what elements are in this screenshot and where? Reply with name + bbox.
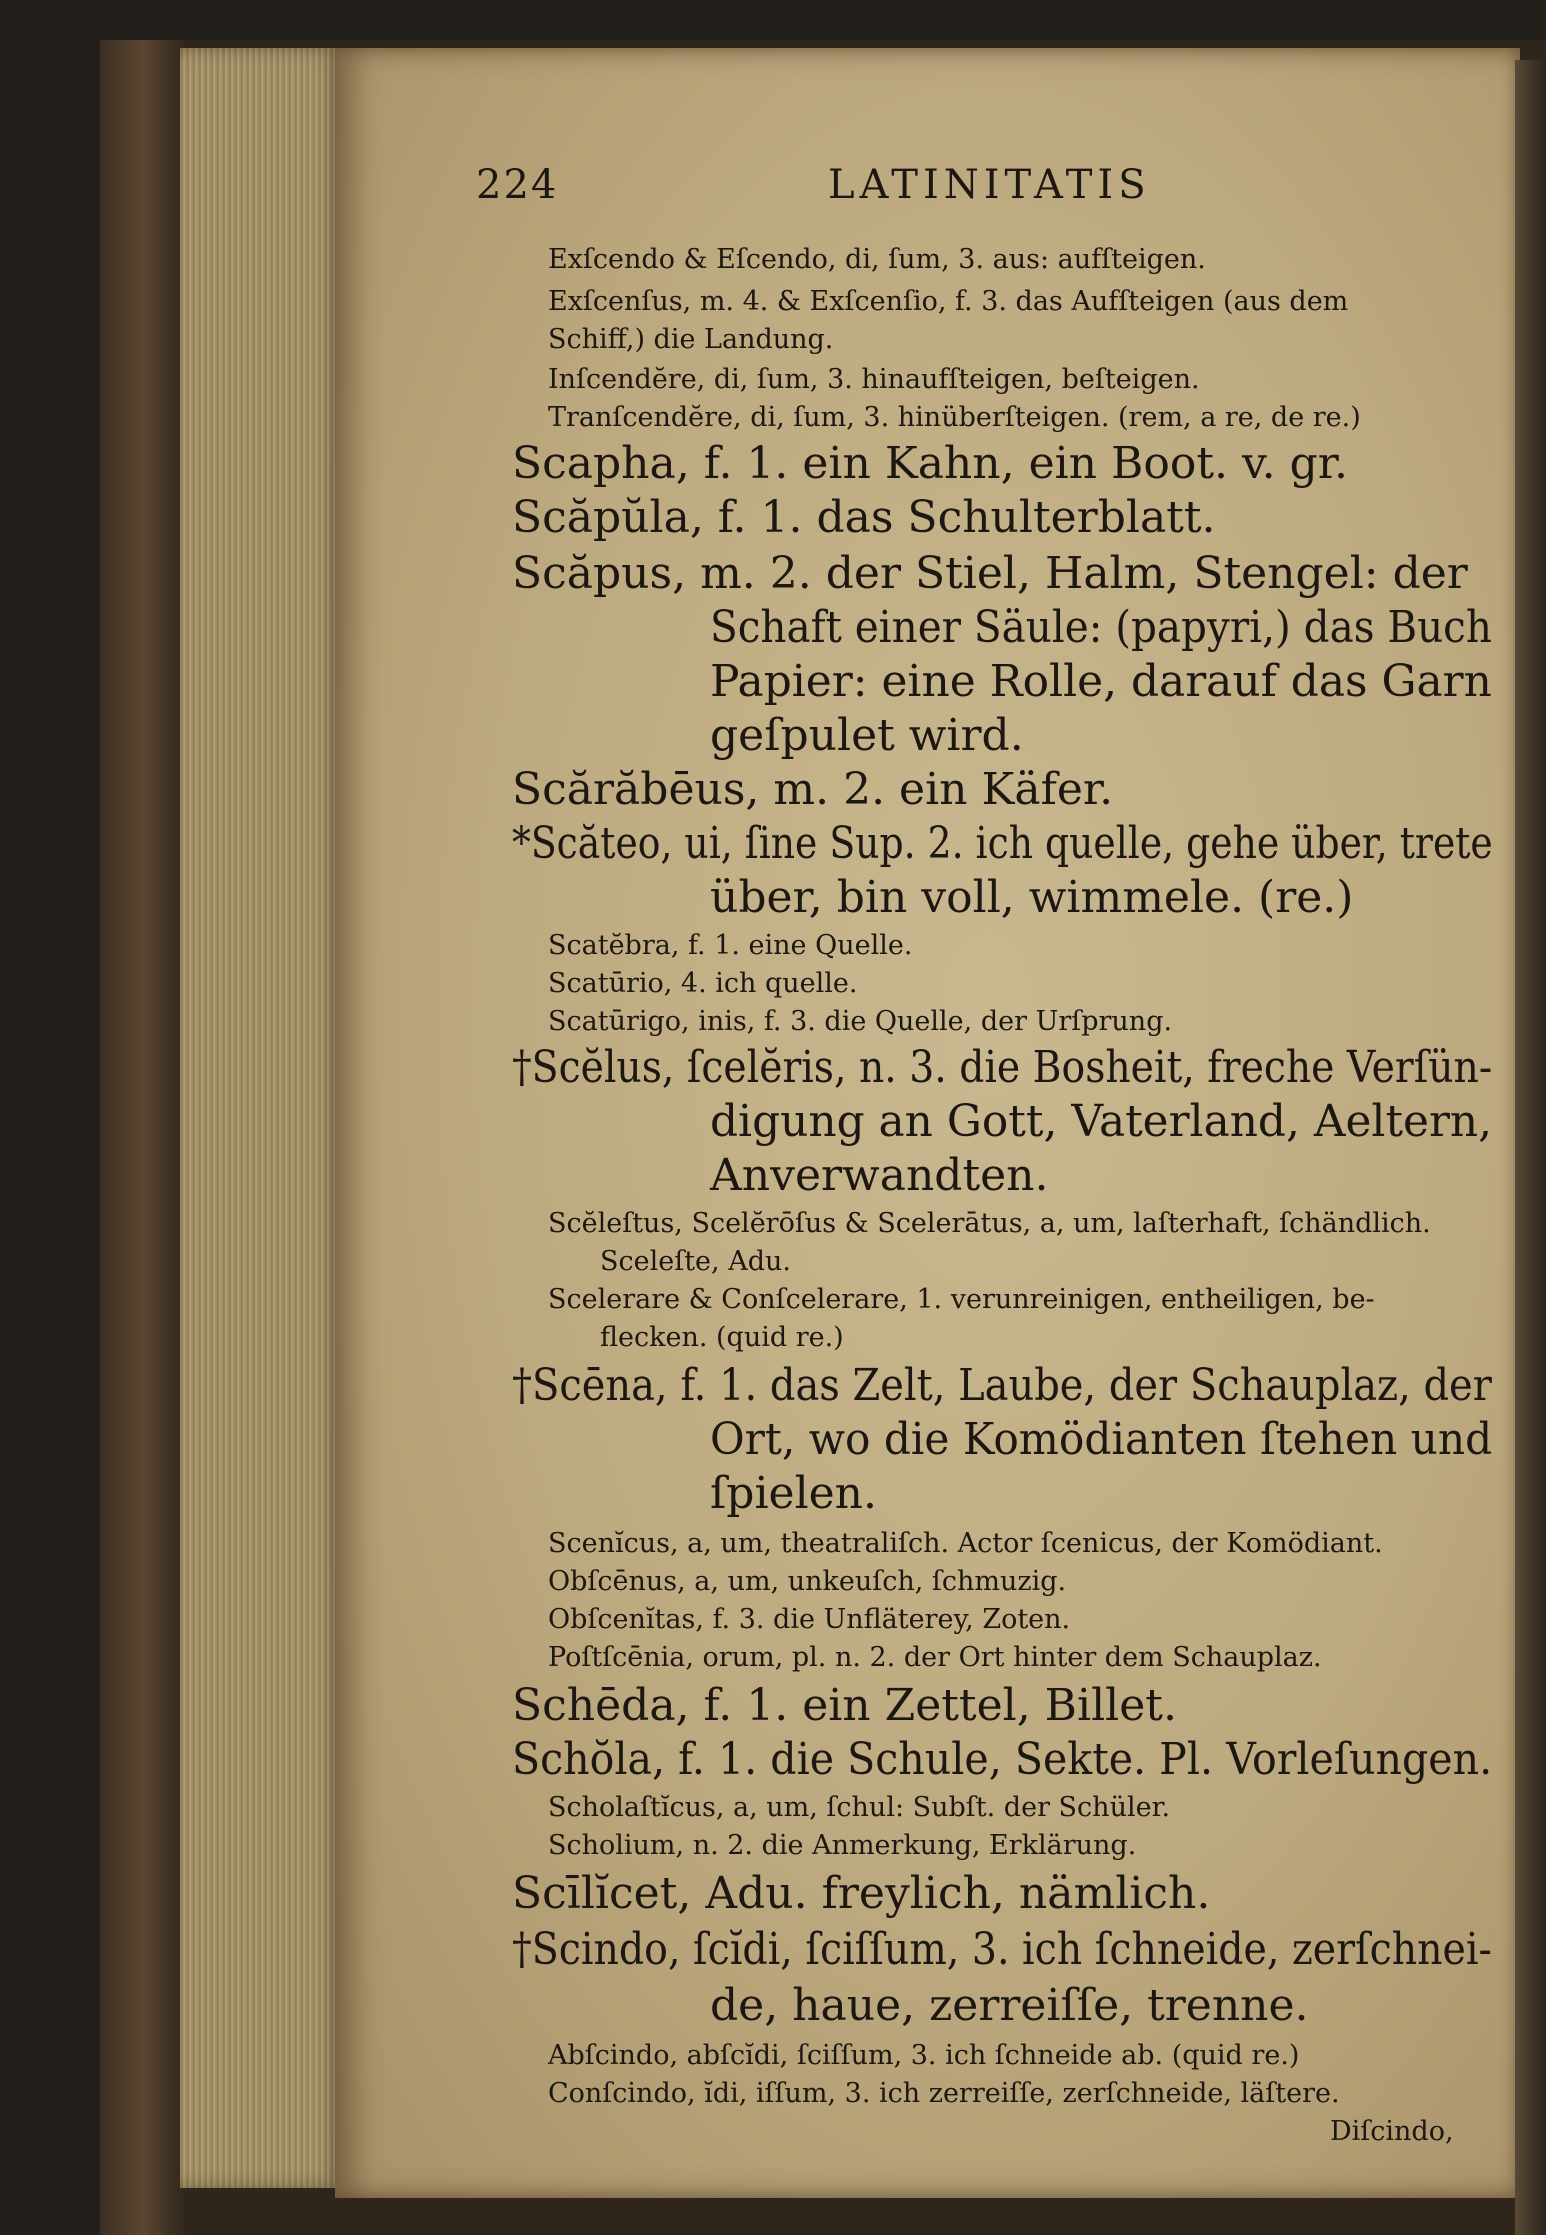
page-number: 224 [476,162,559,208]
entry-line: Scatūrio, 4. ich quelle. [548,968,858,999]
headword-line: †Scĕlus, ſcelĕris, n. 3. die Bosheit, freche Verſün- [512,1042,1493,1093]
headword-line: †Scēna, f. 1. das Zelt, Laube, der Schauplaz, der [512,1360,1492,1411]
entry-line: Poſtſcēnia, orum, pl. n. 2. der Ort hinter dem Schauplaz. [548,1642,1322,1673]
headword-line: Schēda, f. 1. ein Zettel, Billet. [512,1680,1177,1731]
entry-continuation: geſpulet wird. [710,710,1024,761]
entry-line: Scatĕbra, f. 1. eine Quelle. [548,930,913,961]
entry-line: Abſcindo, abſcĭdi, ſciſſum, 3. ich ſchneide ab. (quid re.) [548,2040,1300,2071]
entry-continuation: ſpielen. [710,1468,877,1519]
entry-line: Scĕleſtus, Scelĕrōſus & Scelerātus, a, um, laſterhaft, ſchändlich. [548,1208,1431,1239]
entry-continuation: Ort, wo die Komödianten ſtehen und [710,1414,1493,1465]
entry-line: flecken. (quid re.) [600,1322,844,1353]
headword-line: †Scindo, ſcĭdi, ſciſſum, 3. ich ſchneide, zerſchnei- [512,1924,1492,1975]
entry-line: Schiff,) die Landung. [548,324,834,355]
headword-line: Scăpus, m. 2. der Stiel, Halm, Stengel: der [512,548,1468,599]
entry-line: Obſcenĭtas, f. 3. die Unfläterey, Zoten. [548,1604,1071,1635]
entry-line: Scelerare & Conſcelerare, 1. verunreinigen, entheiligen, be- [548,1284,1375,1315]
headword-line: Scărăbēus, m. 2. ein Käfer. [512,764,1114,815]
entry-continuation: Schaft einer Säule: (papyri,) das Buch [710,602,1492,653]
entry-continuation: Anverwandten. [710,1150,1049,1201]
entry-line: Scenĭcus, a, um, theatraliſch. Actor ſcenicus, der Komödiant. [548,1528,1383,1559]
entry-line: Obſcēnus, a, um, unkeuſch, ſchmuzig. [548,1566,1067,1597]
entry-continuation: digung an Gott, Vaterland, Aeltern, [710,1096,1493,1147]
headword-line: *Scăteo, ui, ſine Sup. 2. ich quelle, gehe über, trete [512,818,1493,869]
entry-continuation: Papier: eine Rolle, darauf das Garn [710,656,1492,707]
entry-line: Scatūrigo, inis, f. 3. die Quelle, der Urſprung. [548,1006,1173,1037]
running-title: LATINITATIS [828,162,1151,208]
entry-line: Tranſcendĕre, di, ſum, 3. hinüberſteigen. (rem, a re, de re.) [548,402,1361,433]
headword-line: Scăpŭla, f. 1. das Schulterblatt. [512,492,1216,543]
entry-continuation: de, haue, zerreiſſe, trenne. [710,1980,1309,2031]
entry-line: Sceleſte, Adu. [600,1246,791,1277]
headword-line: Scīlĭcet, Adu. freylich, nämlich. [512,1868,1211,1919]
headword-line: Scapha, f. 1. ein Kahn, ein Boot. v. gr. [512,438,1348,489]
entry-continuation: über, bin voll, wimmele. (re.) [710,872,1354,923]
entry-line: Exſcenſus, m. 4. & Exſcenſio, f. 3. das Aufſteigen (aus dem [548,286,1349,317]
entry-line: Conſcindo, ĭdi, iſſum, 3. ich zerreiſſe, zerſchneide, läſtere. [548,2078,1340,2109]
entry-line: Scholaſtĭcus, a, um, ſchul: Subſt. der Schüler. [548,1792,1171,1823]
entry-line: Exſcendo & Eſcendo, di, ſum, 3. aus: aufſteigen. [548,244,1206,275]
catchword: Diſcindo, [1330,2116,1454,2147]
headword-line: Schŏla, f. 1. die Schule, Sekte. Pl. Vorleſungen. [512,1734,1493,1785]
entry-line: Scholium, n. 2. die Anmerkung, Erklärung. [548,1830,1137,1861]
entry-line: Inſcendĕre, di, ſum, 3. hinaufſteigen, beſteigen. [548,364,1200,395]
